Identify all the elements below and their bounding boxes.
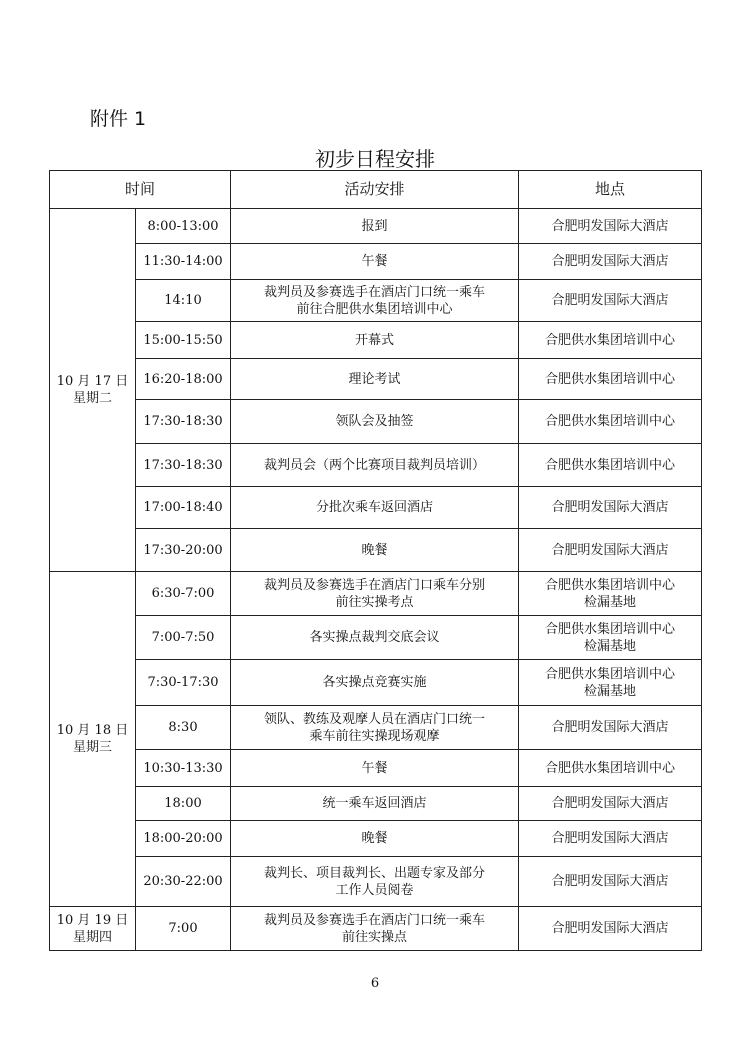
header-location: 地点 xyxy=(519,171,702,209)
header-row xyxy=(50,171,702,209)
table-row xyxy=(50,787,702,821)
table-row xyxy=(50,359,702,400)
location-cell: 合肥明发国际大酒店 xyxy=(519,787,702,821)
table-row xyxy=(50,487,702,529)
date-cell: 10 月 19 日 星期四 xyxy=(50,907,136,951)
location-cell: 合肥明发国际大酒店 xyxy=(519,529,702,572)
location-cell: 合肥明发国际大酒店 xyxy=(519,857,702,907)
activity-cell: 裁判员及参赛选手在酒店门口统一乘车 前往实操点 xyxy=(231,907,519,951)
table-row xyxy=(50,322,702,359)
table-row xyxy=(50,244,702,280)
table-row xyxy=(50,400,702,444)
table-row xyxy=(50,907,702,951)
activity-cell: 开幕式 xyxy=(231,322,519,359)
time-cell: 20:30-22:00 xyxy=(136,857,231,907)
activity-cell: 统一乘车返回酒店 xyxy=(231,787,519,821)
header-time: 时间 xyxy=(50,171,231,209)
table-row xyxy=(50,209,702,244)
location-cell: 合肥明发国际大酒店 xyxy=(519,244,702,280)
date-cell: 10 月 18 日 星期三 xyxy=(50,572,136,907)
time-cell: 17:30-20:00 xyxy=(136,529,231,572)
time-cell: 8:30 xyxy=(136,706,231,750)
location-cell: 合肥供水集团培训中心 xyxy=(519,400,702,444)
activity-cell: 午餐 xyxy=(231,244,519,280)
activity-cell: 午餐 xyxy=(231,750,519,787)
page-title: 初步日程安排 xyxy=(315,147,435,171)
table-row xyxy=(50,444,702,487)
table-row xyxy=(50,529,702,572)
time-cell: 14:10 xyxy=(136,280,231,322)
time-cell: 18:00-20:00 xyxy=(136,821,231,857)
table-row xyxy=(50,572,702,616)
header-activity: 活动安排 xyxy=(231,171,519,209)
time-cell: 10:30-13:30 xyxy=(136,750,231,787)
time-cell: 16:20-18:00 xyxy=(136,359,231,400)
time-cell: 7:00-7:50 xyxy=(136,616,231,660)
location-cell: 合肥明发国际大酒店 xyxy=(519,487,702,529)
table-row xyxy=(50,750,702,787)
activity-cell: 裁判长、项目裁判长、出题专家及部分 工作人员阅卷 xyxy=(231,857,519,907)
time-cell: 17:00-18:40 xyxy=(136,487,231,529)
attachment-label: 附件 1 xyxy=(90,108,147,130)
table-row xyxy=(50,280,702,322)
page-number: 6 xyxy=(370,976,380,991)
location-cell: 合肥明发国际大酒店 xyxy=(519,280,702,322)
activity-cell: 理论考试 xyxy=(231,359,519,400)
table-row xyxy=(50,857,702,907)
activity-cell: 裁判员及参赛选手在酒店门口统一乘车 前往合肥供水集团培训中心 xyxy=(231,280,519,322)
location-cell: 合肥供水集团培训中心 xyxy=(519,322,702,359)
table-row xyxy=(50,660,702,706)
location-cell: 合肥供水集团培训中心 检漏基地 xyxy=(519,616,702,660)
activity-cell: 各实操点裁判交底会议 xyxy=(231,616,519,660)
activity-cell: 晚餐 xyxy=(231,529,519,572)
activity-cell: 晚餐 xyxy=(231,821,519,857)
location-cell: 合肥明发国际大酒店 xyxy=(519,821,702,857)
date-cell: 10 月 17 日 星期二 xyxy=(50,209,136,572)
time-cell: 6:30-7:00 xyxy=(136,572,231,616)
activity-cell: 分批次乘车返回酒店 xyxy=(231,487,519,529)
schedule-table xyxy=(49,170,702,951)
activity-cell: 裁判员及参赛选手在酒店门口乘车分别 前往实操考点 xyxy=(231,572,519,616)
activity-cell: 各实操点竞赛实施 xyxy=(231,660,519,706)
time-cell: 18:00 xyxy=(136,787,231,821)
location-cell: 合肥供水集团培训中心 xyxy=(519,750,702,787)
location-cell: 合肥明发国际大酒店 xyxy=(519,706,702,750)
location-cell: 合肥明发国际大酒店 xyxy=(519,209,702,244)
time-cell: 8:00-13:00 xyxy=(136,209,231,244)
time-cell: 15:00-15:50 xyxy=(136,322,231,359)
location-cell: 合肥明发国际大酒店 xyxy=(519,907,702,951)
location-cell: 合肥供水集团培训中心 检漏基地 xyxy=(519,660,702,706)
activity-cell: 裁判员会（两个比赛项目裁判员培训） xyxy=(231,444,519,487)
time-cell: 7:00 xyxy=(136,907,231,951)
location-cell: 合肥供水集团培训中心 检漏基地 xyxy=(519,572,702,616)
time-cell: 11:30-14:00 xyxy=(136,244,231,280)
time-cell: 17:30-18:30 xyxy=(136,444,231,487)
location-cell: 合肥供水集团培训中心 xyxy=(519,444,702,487)
activity-cell: 报到 xyxy=(231,209,519,244)
table-row xyxy=(50,821,702,857)
time-cell: 17:30-18:30 xyxy=(136,400,231,444)
table-row xyxy=(50,616,702,660)
activity-cell: 领队会及抽签 xyxy=(231,400,519,444)
table-row xyxy=(50,706,702,750)
time-cell: 7:30-17:30 xyxy=(136,660,231,706)
activity-cell: 领队、教练及观摩人员在酒店门口统一 乘车前往实操现场观摩 xyxy=(231,706,519,750)
location-cell: 合肥供水集团培训中心 xyxy=(519,359,702,400)
